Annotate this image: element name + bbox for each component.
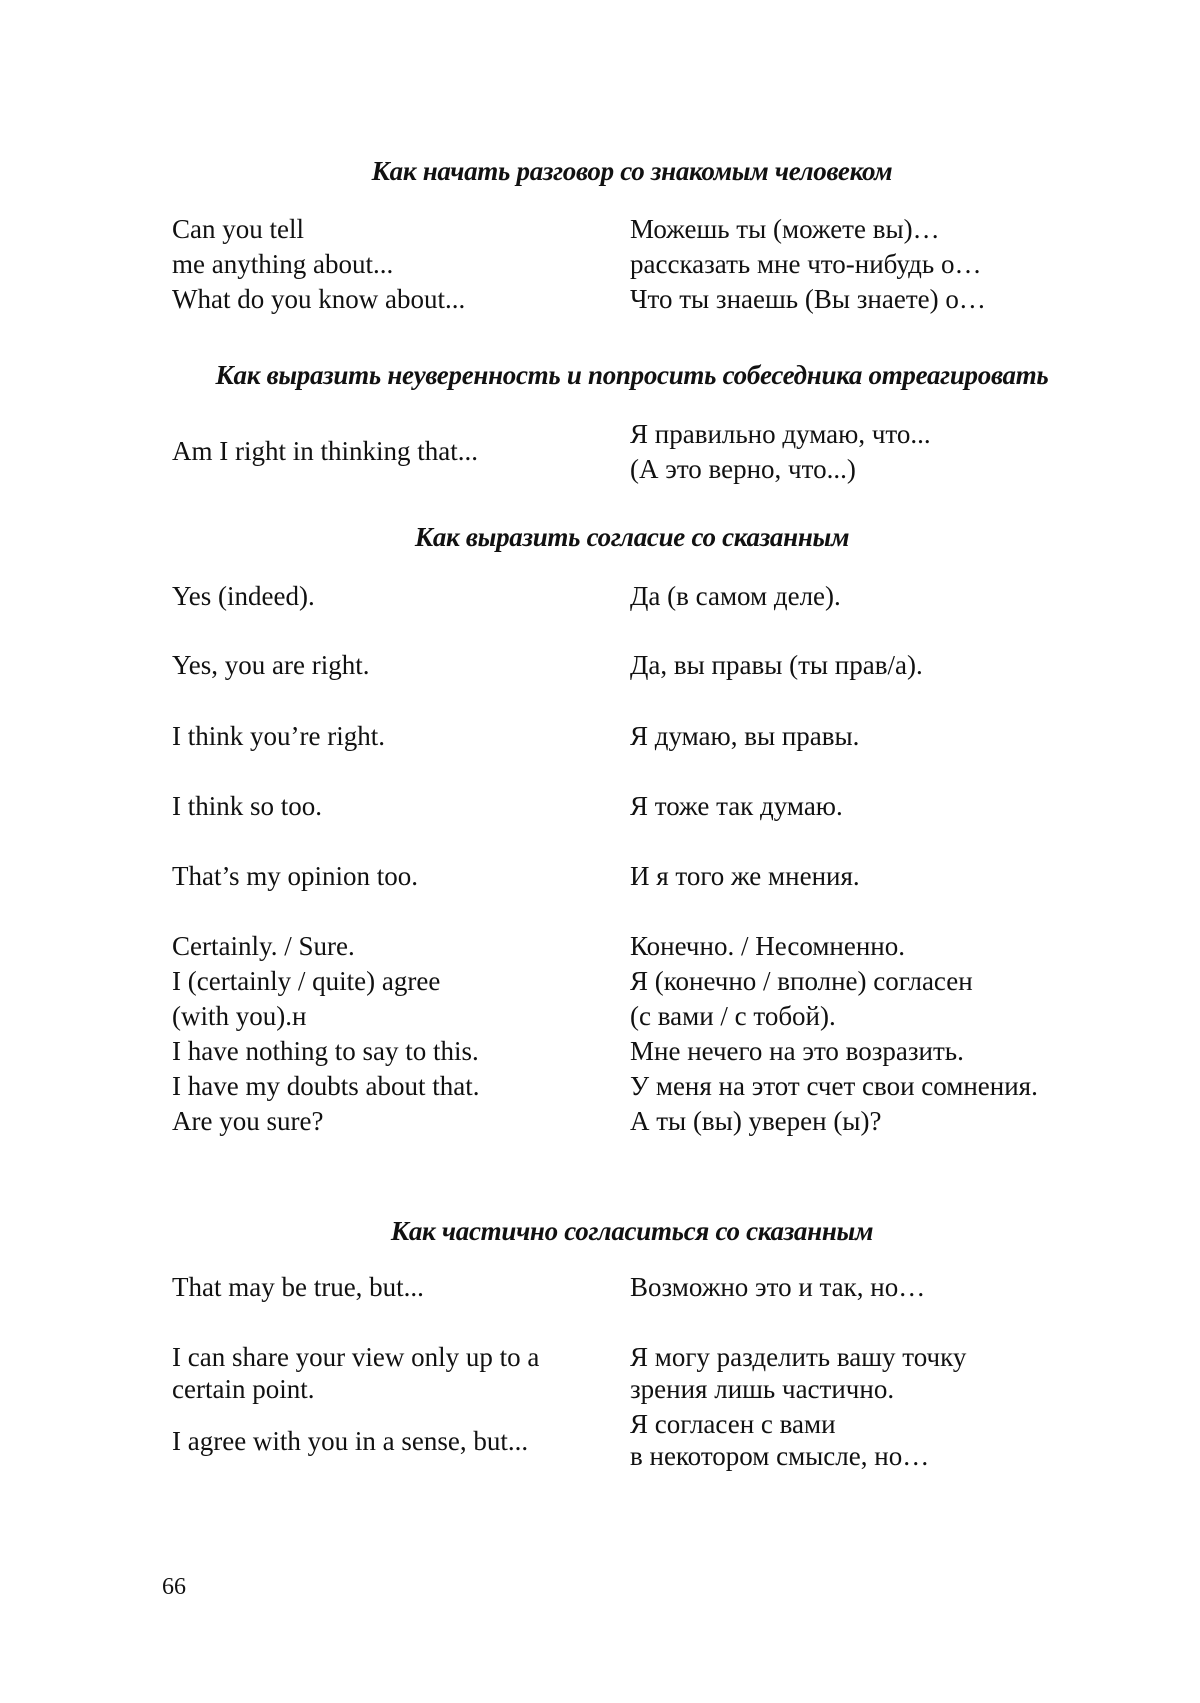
translation-line: Я тоже так думаю.: [630, 791, 843, 821]
russian-translation: [630, 1341, 1100, 1405]
english-phrase: [172, 1341, 612, 1405]
phrase-line: Yes, you are right.: [172, 650, 370, 680]
page-number: 66: [162, 1574, 186, 1600]
phrase-line: That may be true, but...: [172, 1272, 424, 1302]
translation-line: Мне нечего на это возразить.: [630, 1036, 964, 1066]
translation-line: (А это верно, что...): [630, 454, 856, 484]
translation-line: Можешь ты (можете вы)…: [630, 214, 940, 244]
translation-line: в некотором смысле, но…: [630, 1441, 930, 1471]
english-phrase: [172, 1425, 612, 1457]
english-phrase: [172, 859, 612, 894]
phrase-line: What do you know about...: [172, 284, 466, 314]
russian-translation: [630, 1270, 1100, 1305]
translation-line: Я правильно думаю, что...: [630, 419, 931, 449]
phrase-line: I (certainly / quite) agree: [172, 966, 441, 996]
section-heading: Как частично согласиться со сказанным: [390, 1216, 874, 1246]
english-phrase: [172, 648, 612, 683]
translation-line: У меня на этот счет свои сомнения.: [630, 1071, 1038, 1101]
russian-translation: [630, 579, 1100, 614]
english-phrase: [172, 212, 612, 317]
phrase-line: Am I right in thinking that...: [172, 436, 478, 466]
russian-translation: [630, 212, 1100, 317]
russian-translation: [630, 929, 1100, 1139]
english-phrase: [172, 719, 612, 754]
translation-line: И я того же мнения.: [630, 861, 860, 891]
phrase-line: Yes (indeed).: [172, 581, 315, 611]
phrase-line: I have nothing to say to this.: [172, 1036, 479, 1066]
translation-line: Я согласен с вами: [630, 1409, 836, 1439]
section-heading: Как выразить согласие со сказанным: [414, 522, 850, 552]
phrase-line: me anything about...: [172, 249, 394, 279]
english-phrase: [172, 1270, 612, 1305]
translation-line: (с вами / с тобой).: [630, 1001, 836, 1031]
phrase-line: I think so too.: [172, 791, 323, 821]
english-phrase: [172, 434, 612, 469]
translation-line: рассказать мне что-нибудь о…: [630, 249, 982, 279]
english-phrase: [172, 929, 612, 1139]
translation-line: Конечно. / Несомненно.: [630, 931, 905, 961]
russian-translation: [630, 417, 1100, 487]
phrase-line: Are you sure?: [172, 1106, 324, 1136]
english-phrase: [172, 789, 612, 824]
phrase-line: I agree with you in a sense, but...: [172, 1426, 529, 1456]
russian-translation: [630, 648, 1100, 683]
translation-line: зрения лишь частично.: [630, 1374, 895, 1404]
phrase-line: I have my doubts about that.: [172, 1071, 480, 1101]
russian-translation: [630, 1408, 1100, 1472]
english-phrase: [172, 579, 612, 614]
section-heading: Как выразить неуверенность и попросить собеседника отреагировать: [215, 360, 1049, 390]
phrase-line: I can share your view only up to a: [172, 1342, 540, 1372]
translation-line: Я думаю, вы правы.: [630, 721, 860, 751]
russian-translation: [630, 859, 1100, 894]
phrase-line: Can you tell: [172, 214, 304, 244]
phrase-line: certain point.: [172, 1374, 315, 1404]
translation-line: Что ты знаешь (Вы знаете) о…: [630, 284, 986, 314]
russian-translation: [630, 789, 1100, 824]
russian-translation: [630, 719, 1100, 754]
translation-line: Да, вы правы (ты прав/а).: [630, 650, 923, 680]
phrase-line: That’s my opinion too.: [172, 861, 418, 891]
translation-line: Да (в самом деле).: [630, 581, 841, 611]
translation-line: Я могу разделить вашу точку: [630, 1342, 967, 1372]
translation-line: Я (конечно / вполне) согласен: [630, 966, 973, 996]
translation-line: Возможно это и так, но…: [630, 1272, 926, 1302]
phrase-line: Certainly. / Sure.: [172, 931, 355, 961]
translation-line: А ты (вы) уверен (ы)?: [630, 1106, 882, 1136]
phrase-line: I think you’re right.: [172, 721, 385, 751]
section-heading: Как начать разговор со знакомым человеком: [371, 156, 893, 186]
phrase-line: (with you).н: [172, 1001, 307, 1031]
